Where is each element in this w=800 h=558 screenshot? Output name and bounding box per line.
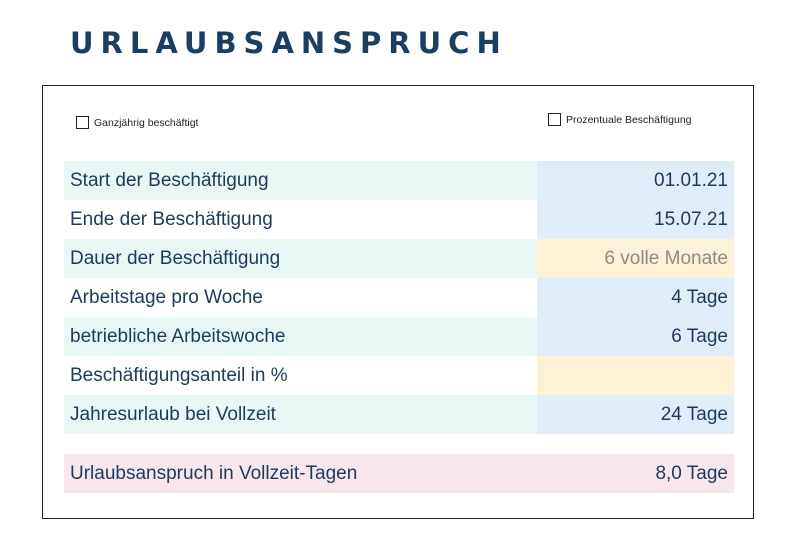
end-date-label: Ende der Beschäftigung [64,200,537,239]
annual-leave-fulltime-label: Jahresurlaub bei Vollzeit [64,395,537,434]
percentage-employment-checkbox[interactable] [548,113,561,126]
row-workdays-per-week [64,278,734,317]
page-title: URLAUBSANSPRUCH [70,26,508,60]
workdays-per-week-label: Arbeitstage pro Woche [64,278,537,317]
row-employment-share [64,356,734,395]
start-date-field[interactable]: 01.01.21 [537,161,734,200]
start-date-label: Start der Beschäftigung [64,161,537,200]
row-start-date [64,161,734,200]
row-end-date [64,200,734,239]
row-duration [64,239,734,278]
end-date-field[interactable]: 15.07.21 [537,200,734,239]
full-year-checkbox[interactable] [76,116,89,129]
result-value: 8,0 Tage [537,454,734,493]
row-company-workweek [64,317,734,356]
percentage-employment-checkbox-group[interactable] [548,113,692,126]
workdays-per-week-field[interactable]: 4 Tage [537,278,734,317]
full-year-checkbox-label: Ganzjährig beschäftigt [94,116,199,129]
percentage-employment-checkbox-label: Prozentuale Beschäftigung [566,113,692,126]
vacation-form-panel [42,85,754,519]
company-workweek-label: betriebliche Arbeitswoche [64,317,537,356]
full-year-checkbox-group[interactable] [76,116,198,129]
company-workweek-field[interactable]: 6 Tage [537,317,734,356]
duration-label: Dauer der Beschäftigung [64,239,537,278]
annual-leave-fulltime-field[interactable]: 24 Tage [537,395,734,434]
employment-share-label: Beschäftigungsanteil in % [64,356,537,395]
duration-value: 6 volle Monate [537,239,734,278]
row-result [64,454,734,493]
result-label: Urlaubsanspruch in Vollzeit-Tagen [64,454,537,493]
row-annual-leave-fulltime [64,395,734,434]
employment-share-field[interactable] [537,356,734,395]
